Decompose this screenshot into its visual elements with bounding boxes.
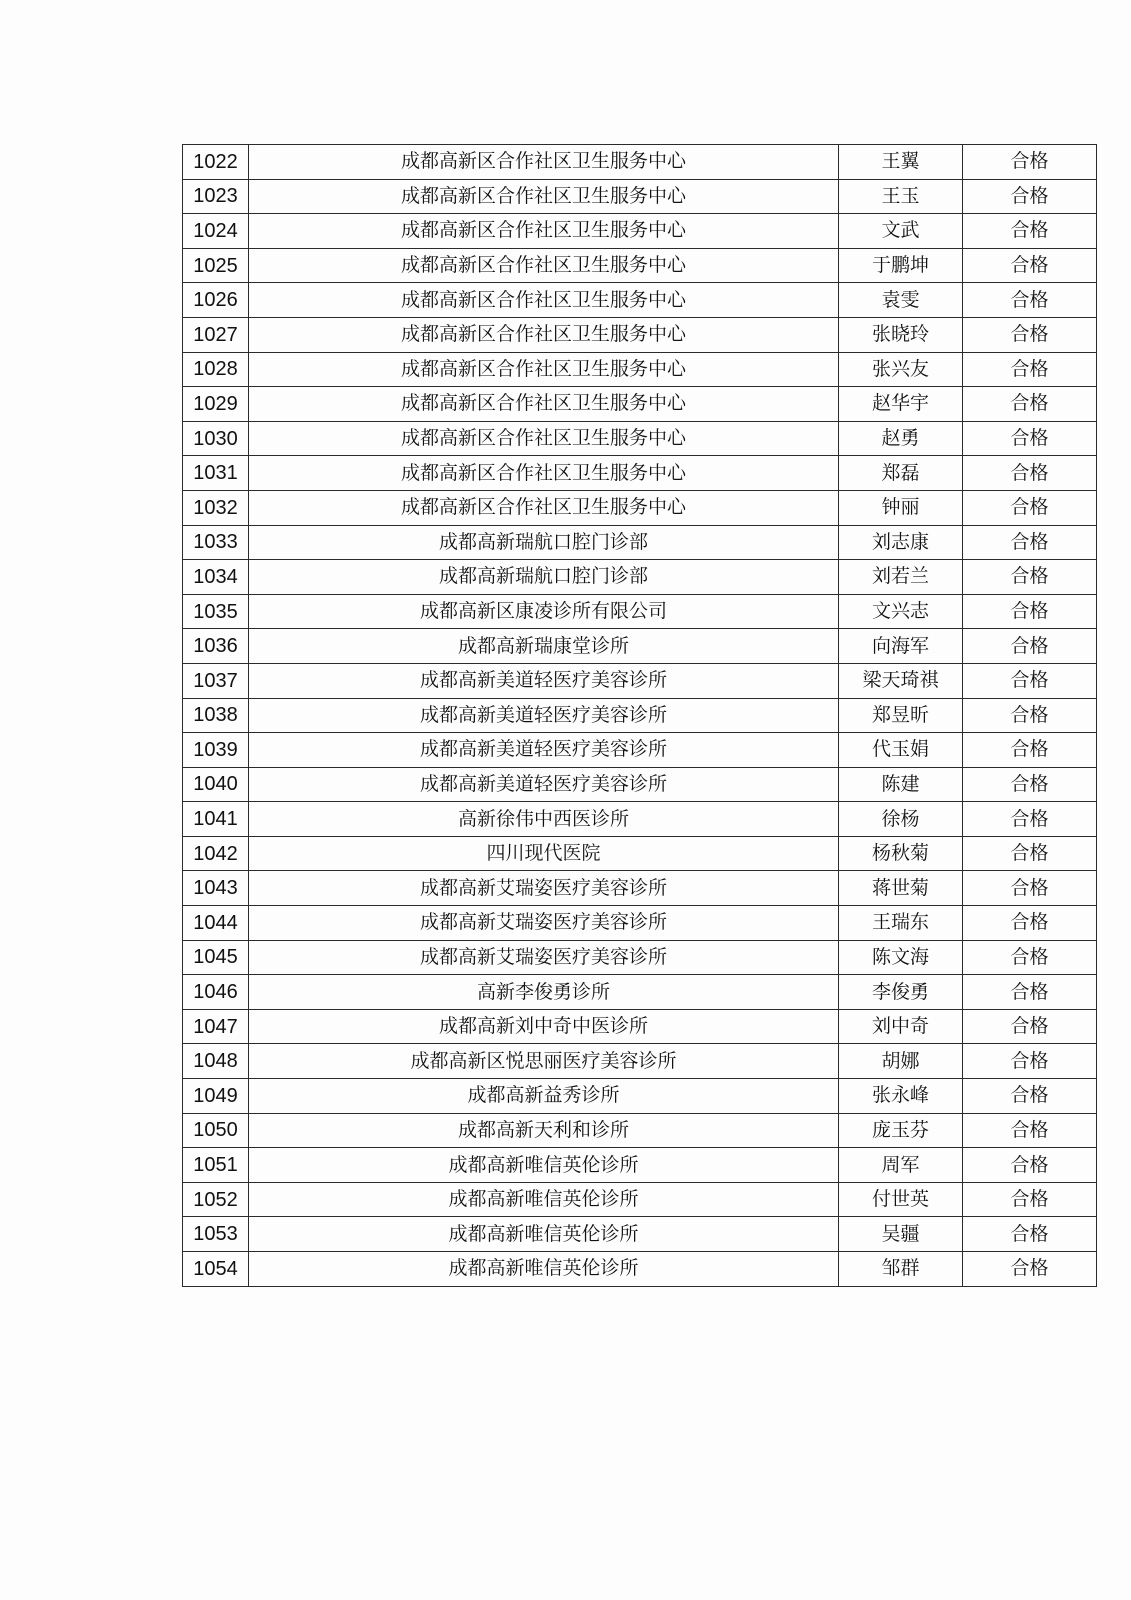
row-number-cell: 1025 <box>183 248 249 283</box>
person-name-cell: 向海军 <box>839 629 963 664</box>
result-cell: 合格 <box>963 767 1097 802</box>
table-row <box>183 145 1097 180</box>
organization-cell: 成都高新美道轻医疗美容诊所 <box>249 663 839 698</box>
table-row <box>183 421 1097 456</box>
table-row <box>183 214 1097 249</box>
person-name-cell: 文武 <box>839 214 963 249</box>
row-number-cell: 1024 <box>183 214 249 249</box>
organization-cell: 成都高新美道轻医疗美容诊所 <box>249 698 839 733</box>
result-cell: 合格 <box>963 1009 1097 1044</box>
person-name-cell: 邹群 <box>839 1252 963 1287</box>
row-number-cell: 1049 <box>183 1079 249 1114</box>
organization-cell: 成都高新唯信英伦诊所 <box>249 1182 839 1217</box>
result-cell: 合格 <box>963 456 1097 491</box>
row-number-cell: 1047 <box>183 1009 249 1044</box>
result-cell: 合格 <box>963 283 1097 318</box>
person-name-cell: 胡娜 <box>839 1044 963 1079</box>
person-name-cell: 吴疆 <box>839 1217 963 1252</box>
row-number-cell: 1041 <box>183 802 249 837</box>
person-name-cell: 蒋世菊 <box>839 871 963 906</box>
person-name-cell: 赵勇 <box>839 421 963 456</box>
result-cell: 合格 <box>963 1113 1097 1148</box>
person-name-cell: 王玉 <box>839 179 963 214</box>
table-row <box>183 802 1097 837</box>
results-table <box>182 144 1097 1287</box>
table-row <box>183 733 1097 768</box>
result-cell: 合格 <box>963 802 1097 837</box>
person-name-cell: 陈建 <box>839 767 963 802</box>
row-number-cell: 1051 <box>183 1148 249 1183</box>
row-number-cell: 1036 <box>183 629 249 664</box>
result-cell: 合格 <box>963 1252 1097 1287</box>
organization-cell: 成都高新区合作社区卫生服务中心 <box>249 456 839 491</box>
row-number-cell: 1050 <box>183 1113 249 1148</box>
person-name-cell: 于鹏坤 <box>839 248 963 283</box>
table-row <box>183 1217 1097 1252</box>
row-number-cell: 1022 <box>183 145 249 180</box>
person-name-cell: 赵华宇 <box>839 387 963 422</box>
organization-cell: 成都高新区合作社区卫生服务中心 <box>249 387 839 422</box>
person-name-cell: 庞玉芬 <box>839 1113 963 1148</box>
table-row <box>183 871 1097 906</box>
result-cell: 合格 <box>963 1148 1097 1183</box>
row-number-cell: 1035 <box>183 594 249 629</box>
table-row <box>183 490 1097 525</box>
row-number-cell: 1028 <box>183 352 249 387</box>
person-name-cell: 陈文海 <box>839 940 963 975</box>
person-name-cell: 代玉娟 <box>839 733 963 768</box>
table-row <box>183 906 1097 941</box>
person-name-cell: 郑昱昕 <box>839 698 963 733</box>
result-cell: 合格 <box>963 1182 1097 1217</box>
row-number-cell: 1043 <box>183 871 249 906</box>
table-row <box>183 456 1097 491</box>
organization-cell: 成都高新区合作社区卫生服务中心 <box>249 317 839 352</box>
organization-cell: 成都高新唯信英伦诊所 <box>249 1148 839 1183</box>
row-number-cell: 1029 <box>183 387 249 422</box>
table-row <box>183 387 1097 422</box>
row-number-cell: 1038 <box>183 698 249 733</box>
row-number-cell: 1027 <box>183 317 249 352</box>
person-name-cell: 杨秋菊 <box>839 836 963 871</box>
row-number-cell: 1023 <box>183 179 249 214</box>
organization-cell: 成都高新区合作社区卫生服务中心 <box>249 179 839 214</box>
result-cell: 合格 <box>963 906 1097 941</box>
person-name-cell: 梁天琦祺 <box>839 663 963 698</box>
table-row <box>183 1182 1097 1217</box>
organization-cell: 成都高新唯信英伦诊所 <box>249 1252 839 1287</box>
person-name-cell: 袁雯 <box>839 283 963 318</box>
organization-cell: 高新李俊勇诊所 <box>249 975 839 1010</box>
person-name-cell: 张晓玲 <box>839 317 963 352</box>
result-cell: 合格 <box>963 248 1097 283</box>
organization-cell: 成都高新益秀诊所 <box>249 1079 839 1114</box>
table-row <box>183 352 1097 387</box>
result-cell: 合格 <box>963 352 1097 387</box>
organization-cell: 四川现代医院 <box>249 836 839 871</box>
person-name-cell: 周军 <box>839 1148 963 1183</box>
table-row <box>183 525 1097 560</box>
result-cell: 合格 <box>963 733 1097 768</box>
organization-cell: 成都高新区合作社区卫生服务中心 <box>249 490 839 525</box>
row-number-cell: 1031 <box>183 456 249 491</box>
organization-cell: 成都高新瑞航口腔门诊部 <box>249 525 839 560</box>
person-name-cell: 李俊勇 <box>839 975 963 1010</box>
result-cell: 合格 <box>963 490 1097 525</box>
result-cell: 合格 <box>963 698 1097 733</box>
row-number-cell: 1040 <box>183 767 249 802</box>
person-name-cell: 刘中奇 <box>839 1009 963 1044</box>
table-row <box>183 179 1097 214</box>
organization-cell: 成都高新美道轻医疗美容诊所 <box>249 733 839 768</box>
row-number-cell: 1045 <box>183 940 249 975</box>
organization-cell: 成都高新区康凌诊所有限公司 <box>249 594 839 629</box>
organization-cell: 成都高新天利和诊所 <box>249 1113 839 1148</box>
row-number-cell: 1054 <box>183 1252 249 1287</box>
person-name-cell: 刘若兰 <box>839 560 963 595</box>
organization-cell: 高新徐伟中西医诊所 <box>249 802 839 837</box>
result-cell: 合格 <box>963 214 1097 249</box>
person-name-cell: 文兴志 <box>839 594 963 629</box>
result-cell: 合格 <box>963 940 1097 975</box>
table-row <box>183 1044 1097 1079</box>
result-cell: 合格 <box>963 421 1097 456</box>
row-number-cell: 1032 <box>183 490 249 525</box>
table-row <box>183 940 1097 975</box>
table-row <box>183 629 1097 664</box>
table-row <box>183 594 1097 629</box>
organization-cell: 成都高新区合作社区卫生服务中心 <box>249 283 839 318</box>
result-cell: 合格 <box>963 1044 1097 1079</box>
organization-cell: 成都高新美道轻医疗美容诊所 <box>249 767 839 802</box>
person-name-cell: 徐杨 <box>839 802 963 837</box>
organization-cell: 成都高新瑞康堂诊所 <box>249 629 839 664</box>
result-cell: 合格 <box>963 594 1097 629</box>
results-table-body <box>183 145 1097 1287</box>
result-cell: 合格 <box>963 871 1097 906</box>
row-number-cell: 1037 <box>183 663 249 698</box>
result-cell: 合格 <box>963 629 1097 664</box>
person-name-cell: 张兴友 <box>839 352 963 387</box>
table-row <box>183 283 1097 318</box>
table-row <box>183 1113 1097 1148</box>
row-number-cell: 1026 <box>183 283 249 318</box>
organization-cell: 成都高新艾瑞姿医疗美容诊所 <box>249 906 839 941</box>
person-name-cell: 刘志康 <box>839 525 963 560</box>
person-name-cell: 付世英 <box>839 1182 963 1217</box>
person-name-cell: 张永峰 <box>839 1079 963 1114</box>
table-row <box>183 698 1097 733</box>
row-number-cell: 1033 <box>183 525 249 560</box>
organization-cell: 成都高新唯信英伦诊所 <box>249 1217 839 1252</box>
row-number-cell: 1042 <box>183 836 249 871</box>
row-number-cell: 1030 <box>183 421 249 456</box>
table-row <box>183 560 1097 595</box>
row-number-cell: 1034 <box>183 560 249 595</box>
result-cell: 合格 <box>963 179 1097 214</box>
table-row <box>183 317 1097 352</box>
organization-cell: 成都高新区合作社区卫生服务中心 <box>249 145 839 180</box>
organization-cell: 成都高新艾瑞姿医疗美容诊所 <box>249 940 839 975</box>
result-cell: 合格 <box>963 525 1097 560</box>
table-row <box>183 1148 1097 1183</box>
row-number-cell: 1048 <box>183 1044 249 1079</box>
organization-cell: 成都高新区合作社区卫生服务中心 <box>249 421 839 456</box>
organization-cell: 成都高新瑞航口腔门诊部 <box>249 560 839 595</box>
organization-cell: 成都高新艾瑞姿医疗美容诊所 <box>249 871 839 906</box>
result-cell: 合格 <box>963 1079 1097 1114</box>
result-cell: 合格 <box>963 560 1097 595</box>
person-name-cell: 郑磊 <box>839 456 963 491</box>
row-number-cell: 1053 <box>183 1217 249 1252</box>
organization-cell: 成都高新区合作社区卫生服务中心 <box>249 248 839 283</box>
person-name-cell: 王翼 <box>839 145 963 180</box>
result-cell: 合格 <box>963 317 1097 352</box>
table-row <box>183 1252 1097 1287</box>
table-row <box>183 836 1097 871</box>
organization-cell: 成都高新区悦思丽医疗美容诊所 <box>249 1044 839 1079</box>
result-cell: 合格 <box>963 145 1097 180</box>
table-row <box>183 975 1097 1010</box>
row-number-cell: 1052 <box>183 1182 249 1217</box>
organization-cell: 成都高新区合作社区卫生服务中心 <box>249 352 839 387</box>
organization-cell: 成都高新区合作社区卫生服务中心 <box>249 214 839 249</box>
result-cell: 合格 <box>963 387 1097 422</box>
person-name-cell: 钟丽 <box>839 490 963 525</box>
result-cell: 合格 <box>963 1217 1097 1252</box>
table-row <box>183 663 1097 698</box>
row-number-cell: 1046 <box>183 975 249 1010</box>
result-cell: 合格 <box>963 975 1097 1010</box>
row-number-cell: 1044 <box>183 906 249 941</box>
result-cell: 合格 <box>963 836 1097 871</box>
result-cell: 合格 <box>963 663 1097 698</box>
table-row <box>183 1079 1097 1114</box>
organization-cell: 成都高新刘中奇中医诊所 <box>249 1009 839 1044</box>
table-row <box>183 767 1097 802</box>
table-row <box>183 1009 1097 1044</box>
row-number-cell: 1039 <box>183 733 249 768</box>
person-name-cell: 王瑞东 <box>839 906 963 941</box>
table-row <box>183 248 1097 283</box>
